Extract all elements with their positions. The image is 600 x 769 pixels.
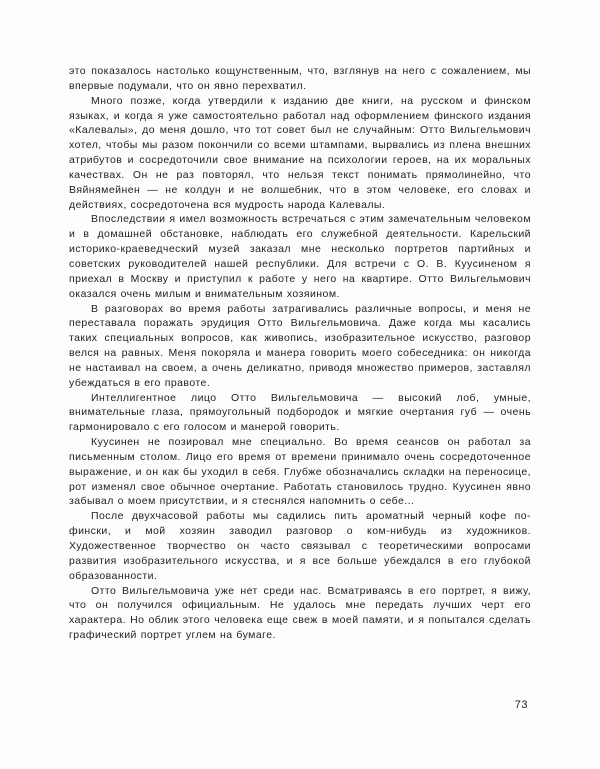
page-number: 73 bbox=[514, 699, 528, 711]
paragraph: Много позже, когда утвердили к изданию две книги, на русском и финском языках, и когда я уже самостоятельно работал над оформлением финского издания «Калевалы», до меня дошло, что тот совет был не случайным: Отто Вильгельмович хотел, чтобы мы разом покончили со всеми штампами, вырвались из плена внешних атрибутов и сосредоточили свое внимание на психологии героев, на их моральных качествах. Он не раз повторял, что нельзя текст понимать прямолинейно, что Вяйнямейнен — не колдун и не волшебник, что в этом человеке, его словах и действиях, сосредоточена вся мудрость народа Калевалы. bbox=[69, 94, 531, 211]
paragraph: Отто Вильгельмовича уже нет среди нас. Всматриваясь в его портрет, я вижу, что он получился официальным. Не удалось мне передать лучших черт его характера. Но облик этого человека еще свеж в моей памяти, и я попытался сделать графический портрет углем на бумаге. bbox=[69, 584, 531, 642]
paragraph: Интеллигентное лицо Отто Вильгельмовича — высокий лоб, умные, внимательные глаза, прямоугольный подбородок и мягкие очертания губ — очень гармонировало с его голосом и манерой говорить. bbox=[69, 391, 531, 434]
text-block bbox=[69, 64, 531, 643]
paragraph: Впоследствии я имел возможность встречаться с этим замечательным человеком и в домашней обстановке, наблюдать его служебной деятельности. Карельский историко-краеведческий музей заказал мне несколько портретов партийных и советских руководителей нашей республики. Для встречи с О. В. Куусиненом я приехал в Москву и приступил к работе у него на квартире. Отто Вильгельмович оказался очень милым и внимательным хозяином. bbox=[69, 213, 531, 300]
paragraph: Куусинен не позировал мне специально. Во время сеансов он работал за письменным столом. Лицо его время от времени принимало очень сосредоточенное выражение, и он как бы уходил в себя. Глубже обозначались складки на переносице, рот изменял свое обычное очертание. Работать становилось трудно. Куусинен явно забывал о моем присутствии, и я стеснялся напомнить о себе... bbox=[69, 436, 531, 508]
paragraph: После двухчасовой работы мы садились пить ароматный черный кофе по-фински, и мой хозяин заводил разговор о ком-нибудь из художников. Художественное творчество он часто связывал с теоретическими вопросами развития изобразительного искусства, и я все больше убеждался в его глубокой образованности. bbox=[69, 510, 531, 582]
paragraph: это показалось настолько кощунственным, что, взглянув на него с сожалением, мы впервые подумали, что он явно перехватил. bbox=[69, 65, 531, 92]
paragraph: В разговорах во время работы затрагивались различные вопросы, и меня не переставала поражать эрудиция Отто Вильгельмовича. Даже когда мы касались таких специальных вопросов, как живопись, изобразительное искусство, разговор велся на равных. Меня покоряла и манера говорить моего собеседника: он никогда не настаивал на своем, а очень деликатно, приводя множество примеров, заставлял убеждаться в его правоте. bbox=[69, 302, 531, 389]
